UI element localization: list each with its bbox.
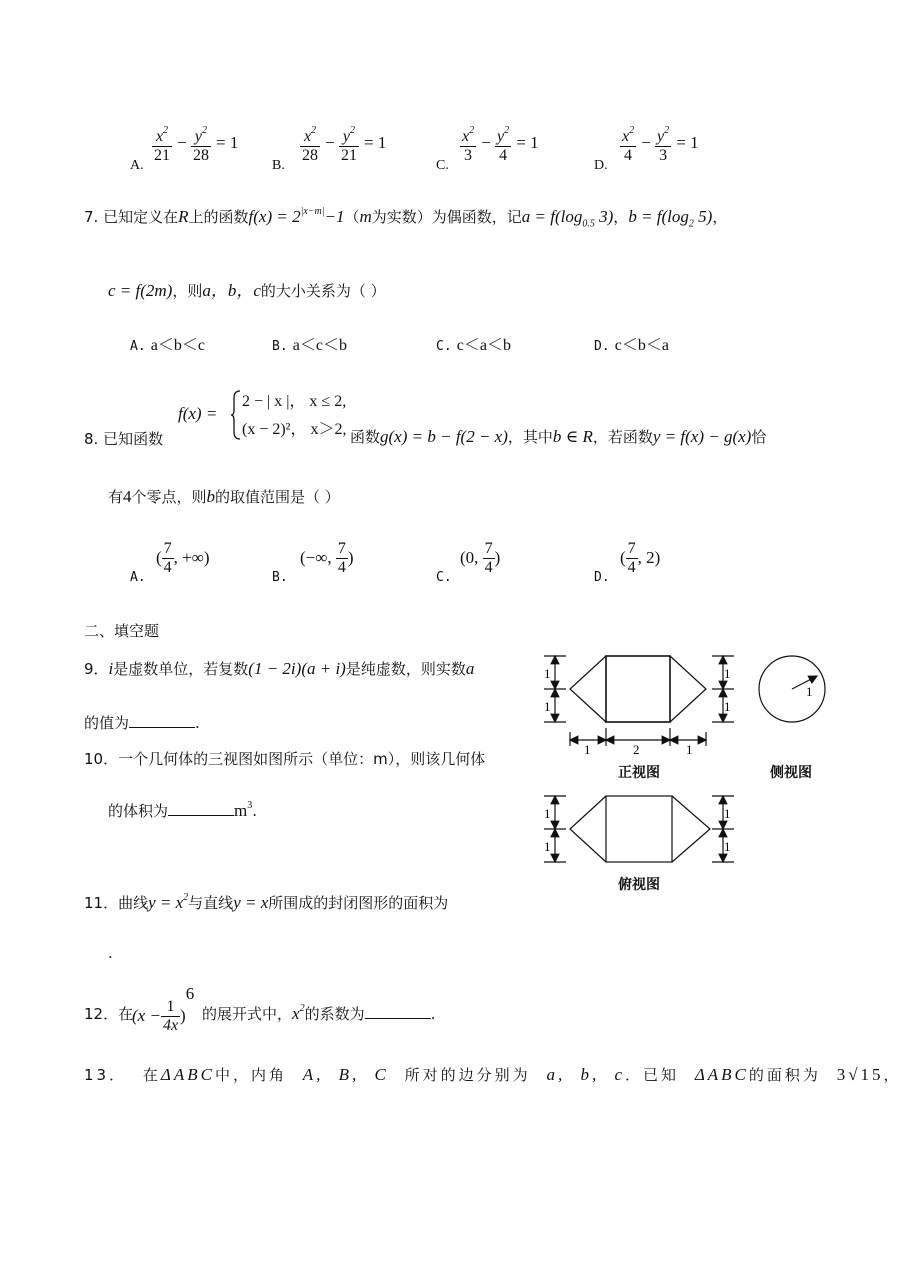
q12-answer-blank[interactable] (365, 1004, 431, 1019)
q8-brace-icon (230, 390, 242, 440)
front-dim-left-bottom: 1 (544, 699, 551, 714)
side-view (759, 656, 825, 722)
q7-option-a: A. a＜b＜c (130, 337, 205, 354)
q11-stem-line2: . (108, 944, 113, 962)
q8-stem-line1-tail: 函数g(x) = b − f(2 − x)，其中b ∈ R，若函数y = f(x) − g(x)恰 (350, 427, 767, 446)
front-dim-right-top: 1 (724, 666, 731, 681)
q11-stem-line1: 11．曲线$y = x^2$与直线y = x所围成的封闭图形的面积为 (84, 892, 449, 912)
q7-option-b: B. a＜c＜b (272, 337, 347, 354)
top-dim-right-top: 1 (724, 806, 731, 821)
top-dim-left-bottom: 1 (544, 839, 551, 854)
q8-stem-line2: 有4个零点，则b的取值范围是（ ） (108, 487, 340, 506)
front-dim-bottom-left: 1 (584, 742, 591, 757)
top-dim-right-bottom: 1 (724, 839, 731, 854)
front-dim-right-bottom: 1 (724, 699, 731, 714)
section-heading-fill-in: 二、填空题 (84, 622, 160, 640)
top-view (544, 796, 734, 862)
q7-b-definition: $b = f(\log_2$ 5) (628, 207, 713, 230)
front-dim-bottom-right: 1 (686, 742, 693, 757)
q7-option-c: C. c＜a＜b (436, 337, 511, 354)
q9-answer-blank[interactable] (129, 713, 195, 728)
front-dim-left-top: 1 (544, 666, 551, 681)
q13-stem-line1: 13． 在ΔABC中，内角 A, B, C 所对的边分别为 a, b, c．已知 ΔABC的面积为 3√15， (84, 1065, 902, 1084)
q12-binomial: (x − $\frac{1}{4x}$ )$^6$ (132, 984, 195, 1034)
front-view (544, 656, 734, 746)
front-dim-bottom-middle: 2 (633, 742, 640, 757)
q10-answer-blank[interactable] (168, 801, 234, 816)
side-view-caption: 侧视图 (770, 765, 812, 781)
q7-a-definition: $a = f(\log_{0.5}$ 3) (521, 207, 614, 230)
front-view-caption: 正视图 (618, 765, 660, 781)
side-view-radius-label: 1 (806, 684, 813, 699)
q7-option-d: D. c＜b＜a (594, 337, 669, 354)
q10-stem-line2: 的体积为 $m^3$. (108, 800, 258, 820)
q7-stem-line1: 7. 已知定义在R上的函数$f(x) = 2^{|x-m|}-1(m$为实数）为偶函数，记$a = f(\log_{0.5}$ 3)，$b = f(\log_2$ 5)， (84, 206, 728, 230)
q7-function: $f(x) = 2^{|x-m|}-1$ (248, 206, 345, 226)
q10-stem-line1: 10．一个几何体的三视图如图所示（单位：m），则该几何体 (84, 750, 486, 768)
top-dim-left-top: 1 (544, 806, 551, 821)
q7-stem-line2: c = f(2m)，则a，b，c的大小关系为（ ） (108, 281, 386, 300)
top-view-caption: 俯视图 (618, 877, 660, 893)
q12-number: 12．在 (84, 1005, 134, 1023)
q9-stem-line2: 的值为 . (84, 714, 200, 732)
q8-number: 8. 已知函数 (84, 430, 164, 448)
q12-stem-tail: 的展开式中，$x^2$的系数为 . (202, 1003, 436, 1023)
q9-stem-line1: 9．i是虚数单位，若复数(1 − 2i)(a + i)是纯虚数，则实数a (84, 659, 475, 678)
